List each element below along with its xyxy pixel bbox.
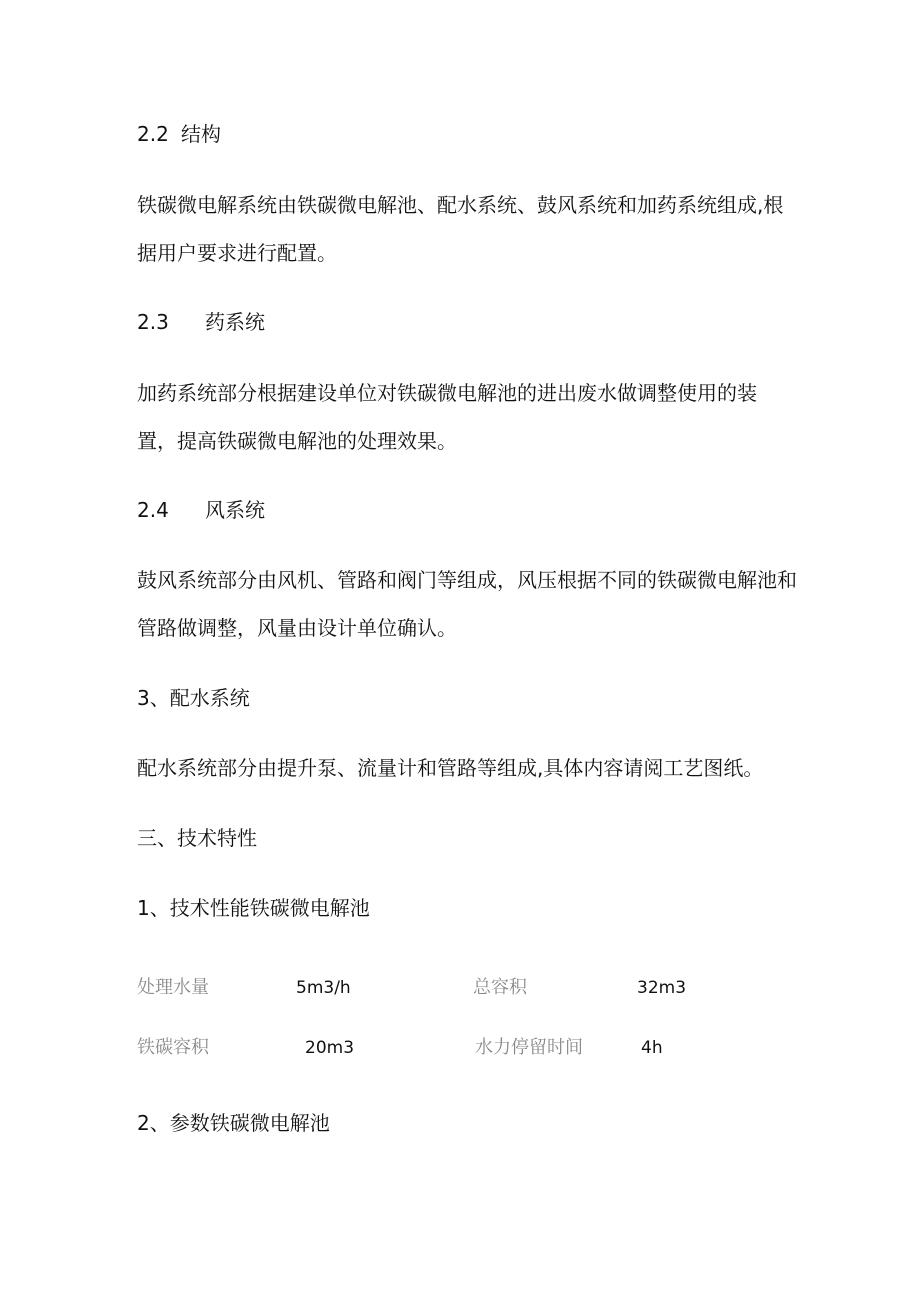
heading-number: 2.3 [137, 310, 169, 334]
spec-label: 铁碳容积 [137, 1037, 209, 1058]
heading-technical-characteristics: 三、技术特性 [137, 826, 257, 850]
spec-label: 总容积 [473, 977, 527, 998]
heading-title: 药系统 [205, 310, 265, 334]
spec-value: 32m3 [637, 978, 687, 998]
paragraph-structure-line-2: 据用户要求进行配置。 [137, 241, 337, 265]
heading-number: 2.4 [137, 498, 169, 522]
heading-2-4 [137, 497, 265, 523]
paragraph-blower-line-2: 管路做调整，风量由设计单位确认。 [137, 616, 457, 640]
heading-title: 风系统 [205, 498, 265, 522]
heading-2-3 [137, 309, 265, 335]
paragraph-blower-line-1: 鼓风系统部分由风机、管路和阀门等组成，风压根据不同的铁碳微电解池和 [137, 568, 797, 592]
spec-label: 水力停留时间 [475, 1037, 583, 1058]
heading-3-water-distribution: 3、配水系统 [137, 686, 250, 710]
spec-value: 5m3/h [296, 978, 351, 998]
spec-label: 处理水量 [137, 977, 209, 998]
paragraph-structure-line-1: 铁碳微电解系统由铁碳微电解池、配水系统、鼓风系统和加药系统组成,根 [137, 193, 784, 217]
paragraph-water-distribution: 配水系统部分由提升泵、流量计和管路等组成,具体内容请阅工艺图纸。 [137, 756, 764, 780]
heading-title: 结构 [181, 122, 221, 146]
heading-parameters: 2、参数铁碳微电解池 [137, 1111, 330, 1135]
heading-technical-performance: 1、技术性能铁碳微电解池 [137, 896, 370, 920]
paragraph-dosing-line-2: 置，提高铁碳微电解池的处理效果。 [137, 429, 457, 453]
paragraph-dosing-line-1: 加药系统部分根据建设单位对铁碳微电解池的进出废水做调整使用的装 [137, 381, 757, 405]
heading-number: 2.2 [137, 122, 169, 146]
spec-value: 20m3 [305, 1038, 355, 1058]
spec-value: 4h [641, 1038, 663, 1058]
heading-2-2 [137, 121, 221, 147]
